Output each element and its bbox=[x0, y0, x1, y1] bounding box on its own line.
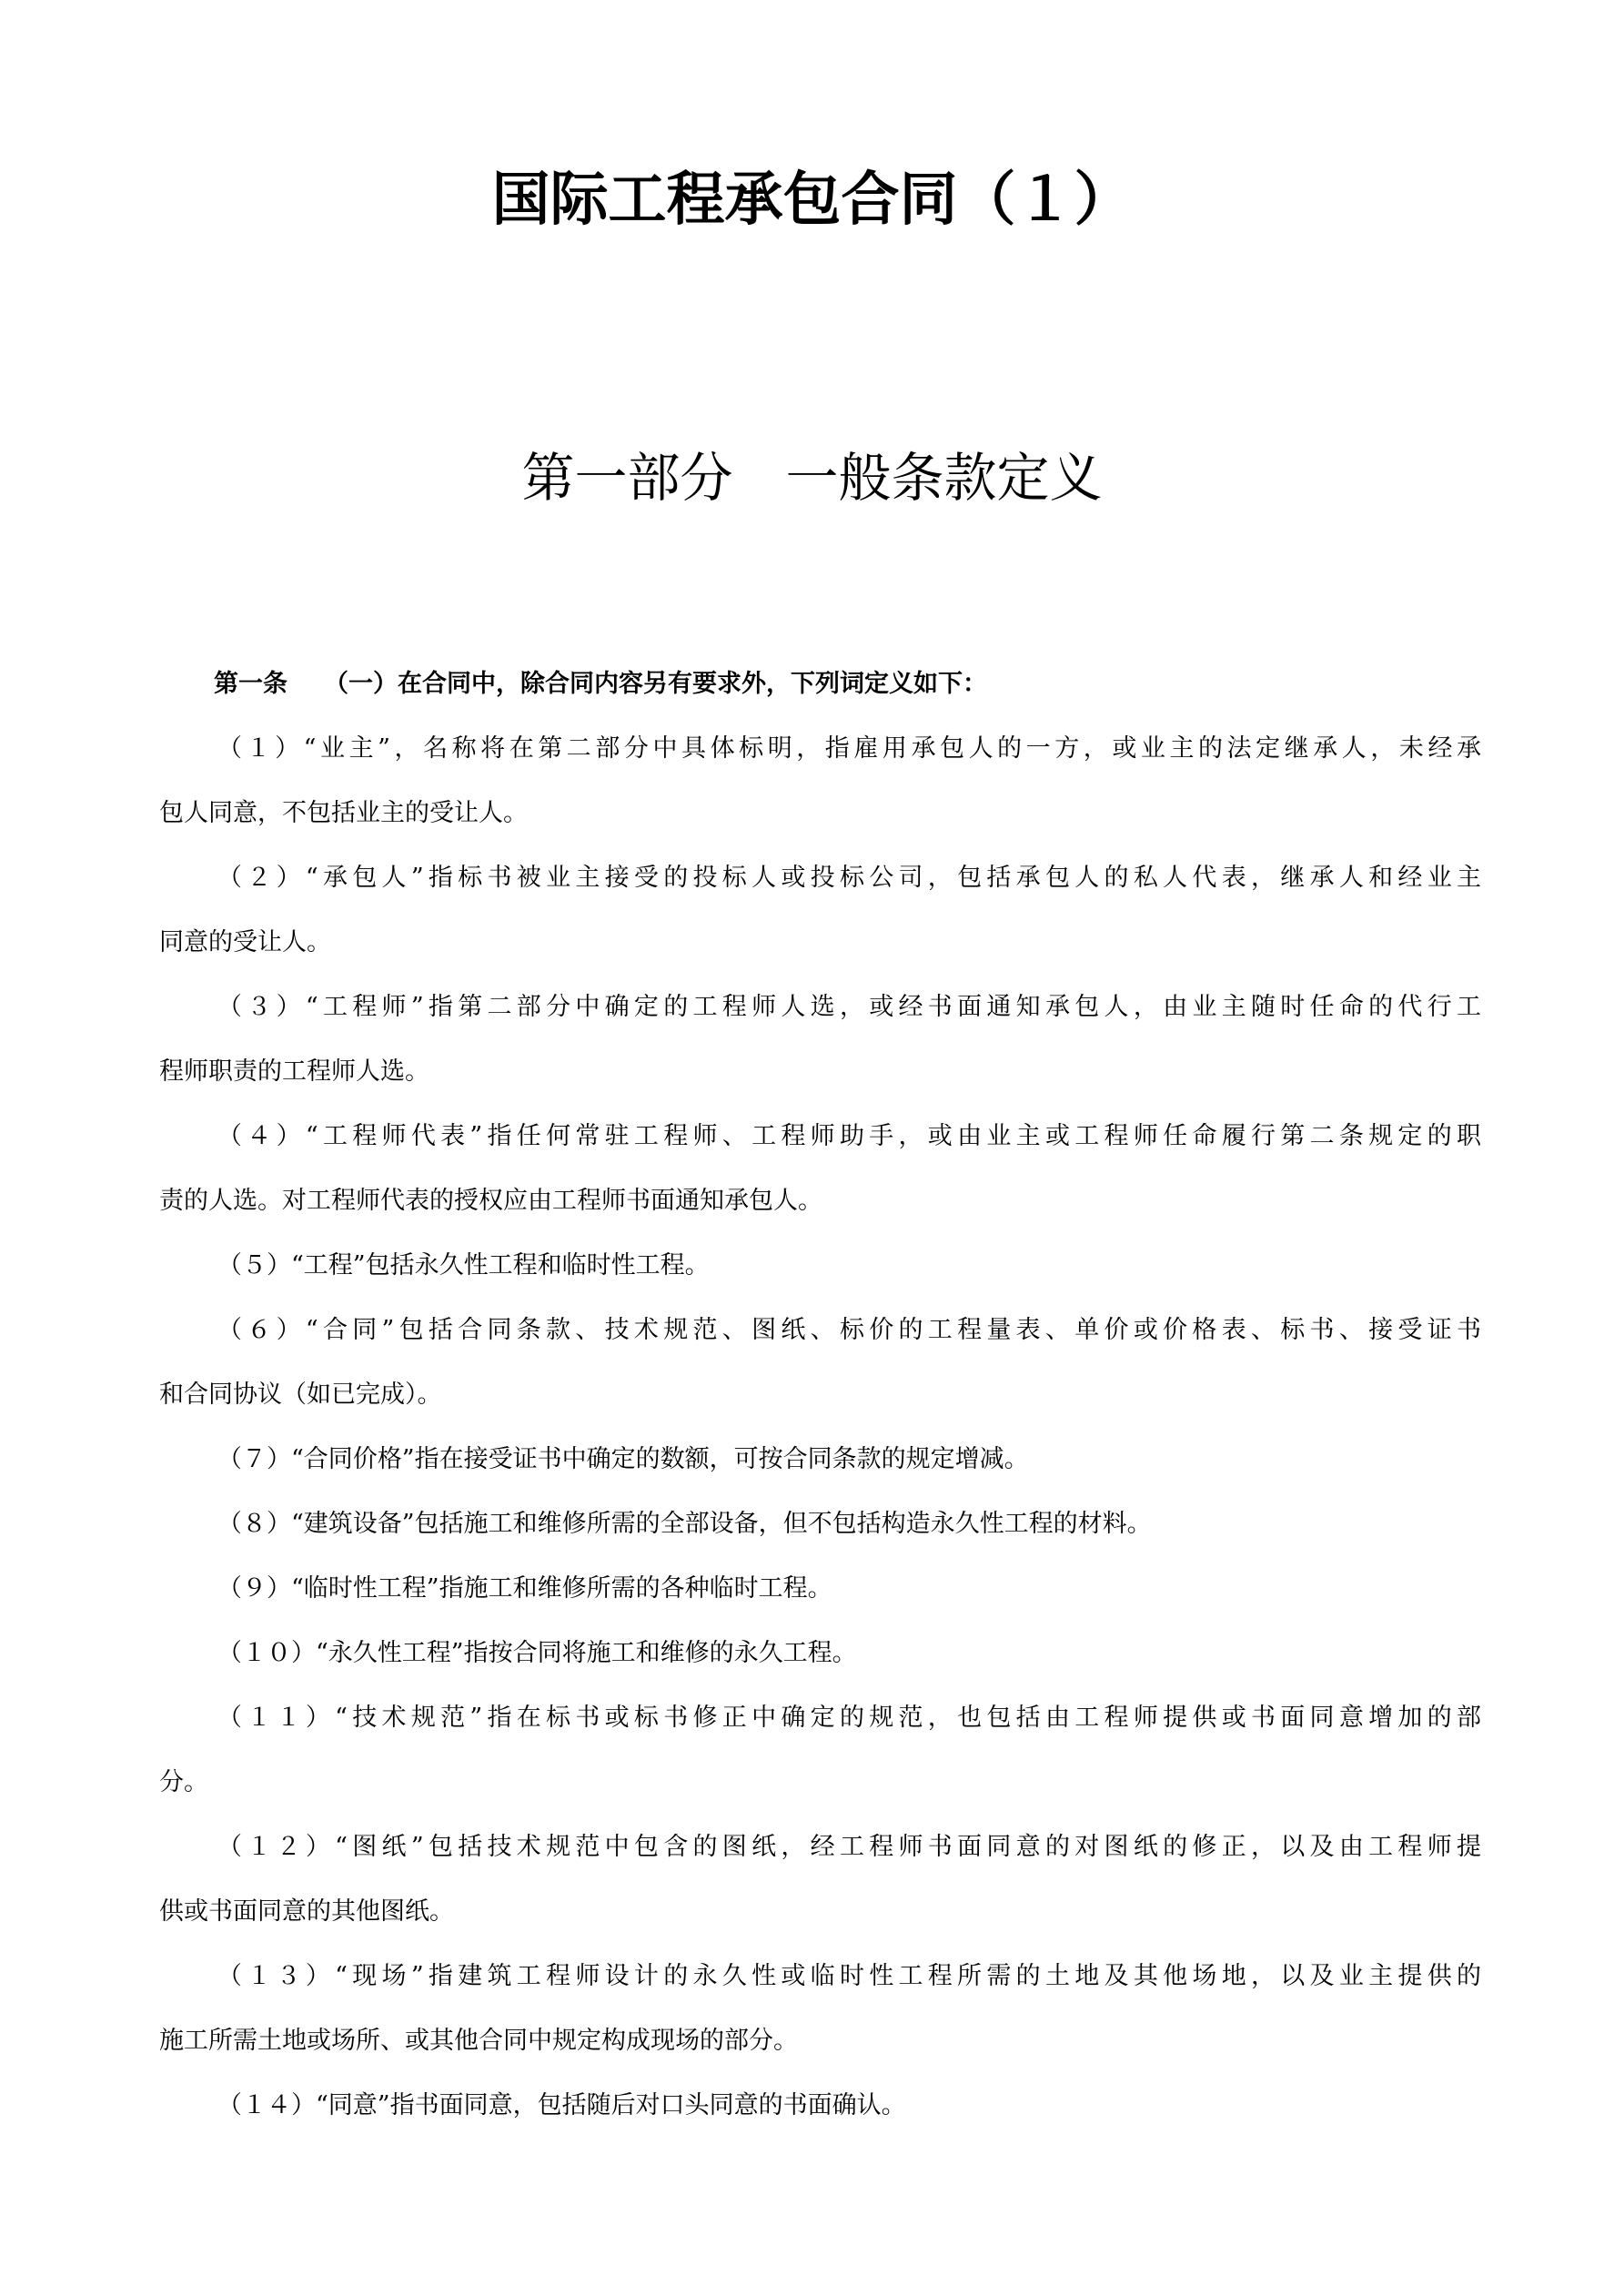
paragraph-line: （１）“业主”，名称将在第二部分中具体标明，指雇用承包人的一方，或业主的法定继承人，未经承 bbox=[217, 734, 1481, 763]
definition-paragraph bbox=[159, 1685, 1481, 1815]
definition-paragraph bbox=[159, 1492, 1481, 1556]
definition-paragraph bbox=[159, 1427, 1481, 1492]
paragraph-line: （７）“合同价格”指在接受证书中确定的数额，可按合同条款的规定增减。 bbox=[217, 1445, 1029, 1473]
paragraph-line: 责的人选。对工程师代表的授权应由工程师书面通知承包人。 bbox=[159, 1187, 822, 1215]
article-label: 第一条 bbox=[214, 670, 287, 698]
paragraph-line: 程师职责的工程师人选。 bbox=[159, 1057, 429, 1086]
paragraph-line: 施工所需土地或场所、或其他合同中规定构成现场的部分。 bbox=[159, 2027, 798, 2055]
paragraph-line: （１０）“永久性工程”指按合同将施工和维修的永久工程。 bbox=[217, 1639, 857, 1667]
paragraph-line: （１３）“现场”指建筑工程师设计的永久性或临时性工程所需的土地及其他场地，以及业主提供的 bbox=[217, 1962, 1481, 1990]
definition-list bbox=[159, 716, 1481, 2138]
definition-paragraph bbox=[159, 1815, 1481, 1944]
paragraph-line: 包人同意，不包括业主的受让人。 bbox=[159, 799, 528, 827]
document-body bbox=[159, 652, 1481, 2138]
definition-paragraph bbox=[159, 1104, 1481, 1233]
paragraph-line: （８）“建筑设备”包括施工和维修所需的全部设备，但不包括构造永久性工程的材料。 bbox=[217, 1510, 1152, 1538]
article-heading bbox=[159, 652, 1481, 716]
definition-paragraph bbox=[159, 716, 1481, 845]
section-heading: 第一部分 一般条款定义 bbox=[521, 447, 1103, 509]
definition-paragraph bbox=[159, 1298, 1481, 1427]
paragraph-line: （１４）“同意”指书面同意，包括随后对口头同意的书面确认。 bbox=[217, 2091, 906, 2119]
paragraph-line: （６）“合同”包括合同条款、技术规范、图纸、标价的工程量表、单价或价格表、标书、接受证书 bbox=[217, 1316, 1481, 1344]
paragraph-line: 同意的受让人。 bbox=[159, 928, 331, 956]
document-title: 国际工程承包合同（１） bbox=[491, 166, 1133, 234]
paragraph-line: （５）“工程”包括永久性工程和临时性工程。 bbox=[217, 1251, 710, 1279]
paragraph-line: 供或书面同意的其他图纸。 bbox=[159, 1897, 454, 1926]
paragraph-line: （３）“工程师”指第二部分中确定的工程师人选，或经书面通知承包人，由业主随时任命的代行工 bbox=[217, 993, 1481, 1021]
definition-paragraph bbox=[159, 1944, 1481, 2073]
paragraph-line: 分。 bbox=[159, 1768, 208, 1796]
article-text: （一）在合同中，除合同内容另有要求外，下列词定义如下： bbox=[324, 670, 987, 698]
definition-paragraph bbox=[159, 1233, 1481, 1298]
definition-paragraph bbox=[159, 2073, 1481, 2138]
definition-paragraph bbox=[159, 845, 1481, 975]
paragraph-line: （１１）“技术规范”指在标书或标书修正中确定的规范，也包括由工程师提供或书面同意增加的部 bbox=[217, 1704, 1481, 1732]
paragraph-line: （２）“承包人”指标书被业主接受的投标人或投标公司，包括承包人的私人代表，继承人和经业主 bbox=[217, 864, 1481, 892]
paragraph-line: （４）“工程师代表”指任何常驻工程师、工程师助手，或由业主或工程师任命履行第二条规定的职 bbox=[217, 1122, 1481, 1150]
definition-paragraph bbox=[159, 1556, 1481, 1621]
paragraph-line: 和合同协议（如已完成）。 bbox=[159, 1381, 442, 1409]
paragraph-line: （９）“临时性工程”指施工和维修所需的各种临时工程。 bbox=[217, 1574, 832, 1603]
definition-paragraph bbox=[159, 1621, 1481, 1685]
definition-paragraph bbox=[159, 975, 1481, 1104]
paragraph-line: （１２）“图纸”包括技术规范中包含的图纸，经工程师书面同意的对图纸的修正，以及由工程师提 bbox=[217, 1833, 1481, 1861]
